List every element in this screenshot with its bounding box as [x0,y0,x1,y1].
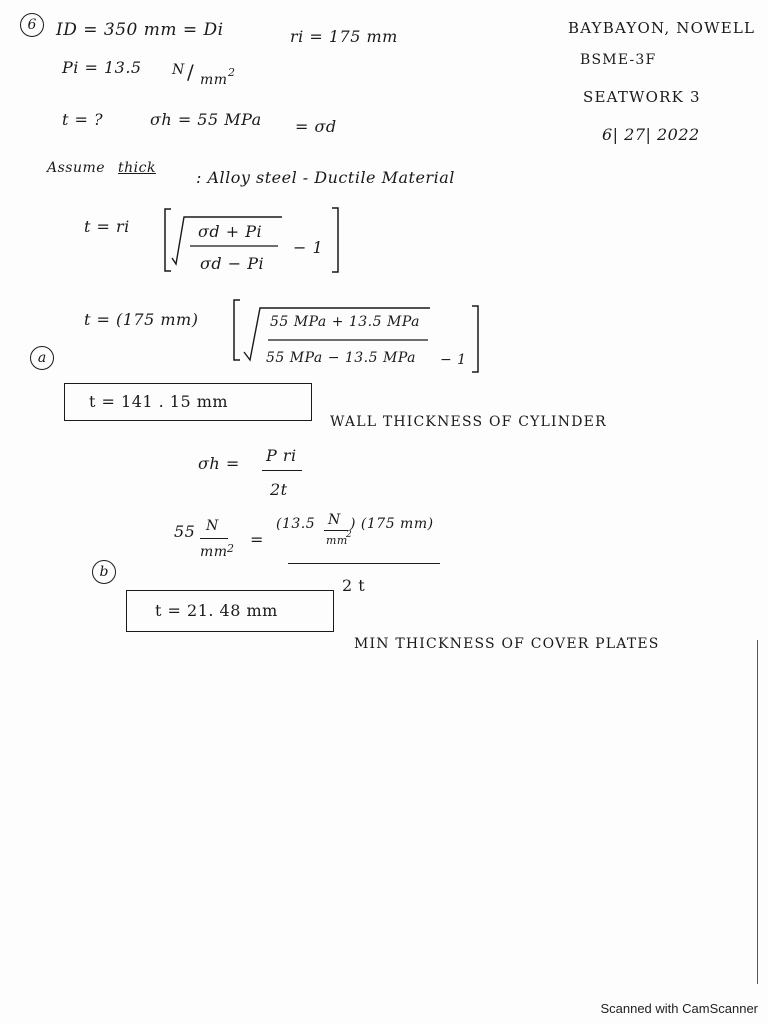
hoop-sub-rhs-unit-numerator: N [328,512,341,528]
hoop-numerator: P ri [266,446,297,465]
assume-thick: thick [118,160,156,176]
pressure-unit-exponent: 2 [228,66,235,79]
given-inner-radius: ri = 175 mm [290,27,398,46]
formula-minus-one: − 1 [293,238,324,257]
formula-denominator: σd − Pi [200,254,265,273]
pressure-unit-denominator: mm [200,72,228,88]
hoop-sub-fraction-bar [288,563,440,564]
part-b-caption: MIN THICKNESS OF COVER PLATES [354,636,660,652]
design-stress-equality: = σd [295,117,337,136]
unknown-thickness: t = ? [62,110,104,129]
pressure-unit-slash: / [187,60,195,84]
part-b-answer-box [126,590,334,632]
part-a-answer-box [64,383,312,421]
assume-material: : Alloy steel - Ductile Material [196,168,455,187]
scan-edge-line [757,640,758,984]
given-inner-diameter: ID = 350 mm = Di [56,20,224,40]
hoop-sub-equals: = [250,530,264,549]
hoop-sub-lhs-value: 55 [174,522,196,541]
hoop-sub-lhs-unit-exponent: 2 [227,542,234,555]
hoop-sub-rhs-unit-denominator: mm [326,534,348,547]
student-name: BAYBAYON, NOWELL [568,19,756,37]
part-a-caption: WALL THICKNESS OF CYLINDER [330,414,607,430]
hoop-fraction-bar [262,470,302,471]
scanner-footer: Scanned with CamScanner [600,1001,758,1016]
hoop-sub-rhs-pressure: (13.5 [276,516,316,532]
hoop-denominator: 2t [270,480,288,499]
hoop-sub-lhs-unit-bar [200,538,228,539]
hoop-sub-rhs-radius: ) (175 mm) [350,516,434,532]
hoop-sub-rhs-unit-exponent: 2 [346,530,352,540]
formula-numerator: σd + Pi [198,222,263,241]
activity-date: 6| 27| 2022 [602,125,700,144]
formula-lhs: t = ri [84,217,130,236]
activity-title: SEATWORK 3 [583,88,701,106]
part-b-answer: t = 21. 48 mm [155,601,278,620]
substitution-denominator: 55 MPa − 13.5 MPa [266,350,416,366]
hoop-sub-lhs-unit-numerator: N [206,518,219,534]
substitution-minus-one: − 1 [440,352,467,368]
problem-number-circle: 6 [20,13,44,37]
pressure-unit-numerator: N [172,62,185,78]
given-internal-pressure: Pi = 13.5 [62,58,142,77]
hoop-lhs: σh = [198,454,240,473]
hoop-sub-rhs-unit-bar [324,530,348,531]
part-a-label: a [30,346,54,370]
assume-label: Assume [47,160,106,176]
student-section: BSME-3F [580,52,657,68]
substitution-numerator: 55 MPa + 13.5 MPa [270,314,420,330]
part-b-label: b [92,560,116,584]
hoop-sub-denominator: 2 t [342,576,366,595]
given-hoop-stress: σh = 55 MPa [150,110,262,129]
substitution-lhs: t = (175 mm) [84,310,199,329]
part-a-answer: t = 141 . 15 mm [89,392,229,411]
hoop-sub-lhs-unit-denominator: mm [200,544,228,560]
